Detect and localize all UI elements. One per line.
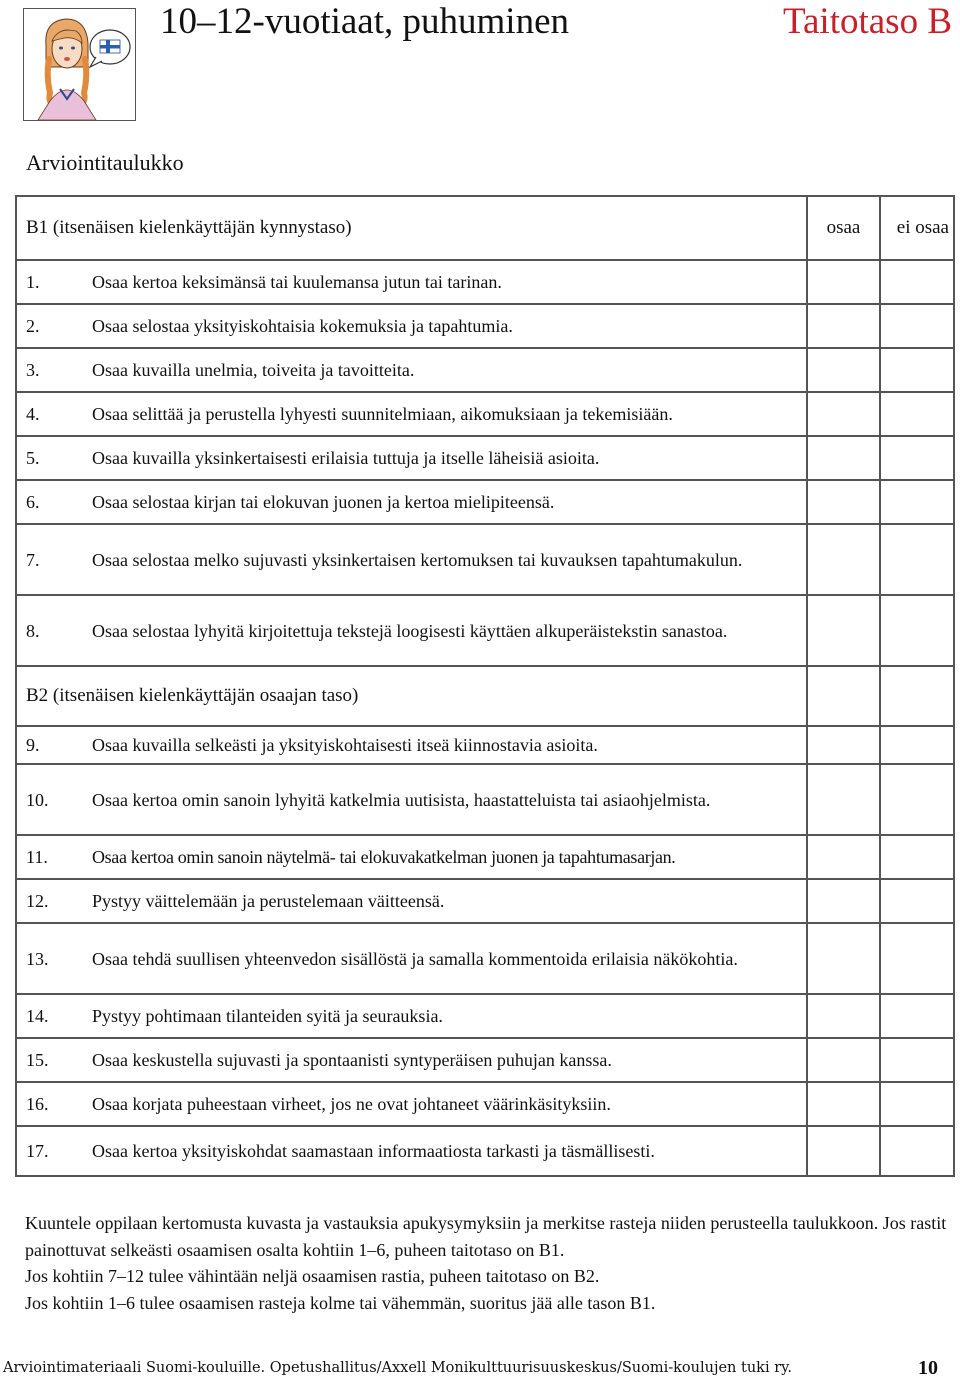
girl-with-finnish-flag-speech-bubble-icon [23, 8, 136, 121]
item-number: 7. [26, 549, 40, 570]
ei-osaa-checkbox-cell[interactable] [880, 726, 954, 764]
b2-heading-row [16, 666, 954, 726]
osaa-checkbox-cell[interactable] [807, 994, 880, 1038]
osaa-checkbox-cell[interactable] [807, 392, 880, 436]
osaa-checkbox-cell[interactable] [807, 480, 880, 524]
ei-osaa-checkbox-cell[interactable] [880, 348, 954, 392]
table-row [16, 348, 954, 392]
item-number: 16. [26, 1094, 49, 1114]
item-number: 4. [26, 404, 40, 424]
table-row [16, 436, 954, 480]
ei-osaa-checkbox-cell[interactable] [880, 436, 954, 480]
item-text: Osaa keskustella sujuvasti ja spontaanisti syntyperäisen puhujan kanssa. [92, 1050, 612, 1070]
table-row [16, 994, 954, 1038]
ei-osaa-checkbox-cell[interactable] [880, 260, 954, 304]
item-text: Osaa kertoa omin sanoin lyhyitä katkelmia uutisista, haastatteluista tai asiaohjelmista. [92, 789, 711, 810]
osaa-checkbox-cell[interactable] [807, 1038, 880, 1082]
osaa-checkbox-cell[interactable] [807, 524, 880, 595]
instructions-line: Kuuntele oppilaan kertomusta kuvasta ja vastauksia apukysymyksiin ja merkitse rasteja niiden perusteella taulukkoon. Jos rastit painottuvat selkeästi osaamisen osalta kohtiin 1–6, puheen taitotaso on B1. [25, 1213, 947, 1260]
item-number: 8. [26, 620, 40, 641]
ei-osaa-checkbox-cell[interactable] [880, 1082, 954, 1126]
item-number: 13. [26, 948, 49, 969]
ei-osaa-checkbox-cell[interactable] [880, 480, 954, 524]
table-row [16, 923, 954, 994]
table-row [16, 764, 954, 835]
table-row [16, 260, 954, 304]
osaa-checkbox-cell[interactable] [807, 595, 880, 666]
item-text: Osaa selostaa melko sujuvasti yksinkertaisen kertomuksen tai kuvauksen tapahtumakulun. [92, 549, 743, 570]
ei-osaa-checkbox-cell[interactable] [880, 879, 954, 923]
table-row [16, 879, 954, 923]
ei-osaa-checkbox-cell[interactable] [880, 835, 954, 879]
table-row [16, 1038, 954, 1082]
osaa-checkbox-cell[interactable] [807, 304, 880, 348]
ei-osaa-checkbox-cell[interactable] [880, 524, 954, 595]
item-text: Pystyy väittelemään ja perustelemaan väitteensä. [92, 891, 445, 911]
osaa-checkbox-cell[interactable] [807, 260, 880, 304]
ei-osaa-checkbox-cell[interactable] [880, 923, 954, 994]
assessment-table [15, 195, 955, 1177]
ei-osaa-checkbox-cell[interactable] [880, 1126, 954, 1176]
item-number: 6. [26, 492, 40, 512]
item-number: 5. [26, 448, 40, 468]
table-header-row [16, 196, 954, 260]
level-label: Taitotaso B [782, 1, 952, 42]
b2-heading: B2 (itsenäisen kielenkäyttäjän osaajan taso) [26, 685, 359, 706]
table-row [16, 304, 954, 348]
ei-osaa-checkbox-cell[interactable] [880, 595, 954, 666]
osaa-checkbox-cell[interactable] [807, 1082, 880, 1126]
b2-heading-cell [16, 666, 807, 726]
section-heading: Arviointitaulukko [26, 150, 184, 175]
item-text: Osaa kuvailla selkeästi ja yksityiskohtaisesti itseä kiinnostavia asioita. [92, 735, 598, 755]
column-header-osaa: osaa [807, 196, 880, 260]
item-number: 17. [26, 1141, 49, 1161]
osaa-checkbox-cell[interactable] [807, 835, 880, 879]
table-row [16, 1082, 954, 1126]
item-number: 9. [26, 735, 40, 755]
item-number: 2. [26, 316, 40, 336]
item-text: Osaa selostaa kirjan tai elokuvan juonen ja kertoa mielipiteensä. [92, 492, 555, 512]
osaa-checkbox-cell[interactable] [807, 436, 880, 480]
item-number: 3. [26, 360, 40, 380]
item-text: Pystyy pohtimaan tilanteiden syitä ja seurauksia. [92, 1006, 443, 1026]
osaa-checkbox-cell[interactable] [807, 764, 880, 835]
ei-osaa-checkbox-cell[interactable] [880, 764, 954, 835]
item-text: Osaa selittää ja perustella lyhyesti suunnitelmiaan, aikomuksiaan ja tekemisiään. [92, 404, 673, 424]
ei-osaa-checkbox-cell[interactable] [880, 304, 954, 348]
page-number: 10 [918, 1357, 938, 1379]
table-row [16, 835, 954, 879]
item-number: 1. [26, 272, 40, 292]
table-row [16, 595, 954, 666]
item-text: Osaa kertoa omin sanoin näytelmä- tai elokuvakatkelman juonen ja tapahtumasarjan. [92, 847, 676, 867]
item-text: Osaa kuvailla unelmia, toiveita ja tavoitteita. [92, 360, 415, 380]
item-number: 10. [26, 789, 49, 810]
item-number: 14. [26, 1006, 49, 1026]
item-text: Osaa selostaa lyhyitä kirjoitettuja tekstejä loogisesti käyttäen alkuperäistekstin sanastoa. [92, 620, 728, 641]
item-text: Osaa kuvailla yksinkertaisesti erilaisia tuttuja ja itselle läheisiä asioita. [92, 448, 600, 468]
footer-credit: Arviointimateriaali Suomi-kouluille. Opetushallitus/Axxell Monikulttuurisuuskeskus/Suomi-koulujen tuki ry. [3, 1360, 792, 1376]
item-text: Osaa selostaa yksityiskohtaisia kokemuksia ja tapahtumia. [92, 316, 513, 336]
osaa-checkbox-cell[interactable] [807, 923, 880, 994]
page-title: 10–12-vuotiaat, puhuminen [160, 1, 569, 42]
item-text: Osaa tehdä suullisen yhteenvedon sisällöstä ja samalla kommentoida erilaisia näkökohtia. [92, 948, 738, 969]
item-number: 12. [26, 891, 49, 911]
table-row [16, 1126, 954, 1176]
b1-heading: B1 (itsenäisen kielenkäyttäjän kynnystaso) [26, 217, 352, 238]
table-row [16, 392, 954, 436]
ei-osaa-checkbox-cell[interactable] [880, 392, 954, 436]
table-row [16, 480, 954, 524]
b1-heading-cell [16, 196, 807, 260]
item-number: 15. [26, 1050, 49, 1070]
item-text: Osaa kertoa keksimänsä tai kuulemansa jutun tai tarinan. [92, 272, 502, 292]
table-row [16, 726, 954, 764]
ei-osaa-checkbox-cell[interactable] [880, 1038, 954, 1082]
instructions [25, 1210, 960, 1316]
osaa-checkbox-cell[interactable] [807, 879, 880, 923]
instructions-line: Jos kohtiin 7–12 tulee vähintään neljä osaamisen rastia, puheen taitotaso on B2. [25, 1266, 600, 1286]
osaa-checkbox-cell[interactable] [807, 1126, 880, 1176]
item-text: Osaa korjata puheestaan virheet, jos ne ovat johtaneet väärinkäsityksiin. [92, 1094, 611, 1114]
table-row [16, 524, 954, 595]
instructions-line: Jos kohtiin 1–6 tulee osaamisen rasteja kolme tai vähemmän, suoritus jää alle tason B1. [25, 1292, 656, 1313]
ei-osaa-checkbox-cell[interactable] [880, 994, 954, 1038]
item-text: Osaa kertoa yksityiskohdat saamastaan informaatiosta tarkasti ja täsmällisesti. [92, 1141, 655, 1161]
osaa-checkbox-cell[interactable] [807, 348, 880, 392]
osaa-checkbox-cell[interactable] [807, 726, 880, 764]
item-number: 11. [26, 847, 48, 867]
column-header-ei-osaa: ei osaa [880, 196, 954, 260]
